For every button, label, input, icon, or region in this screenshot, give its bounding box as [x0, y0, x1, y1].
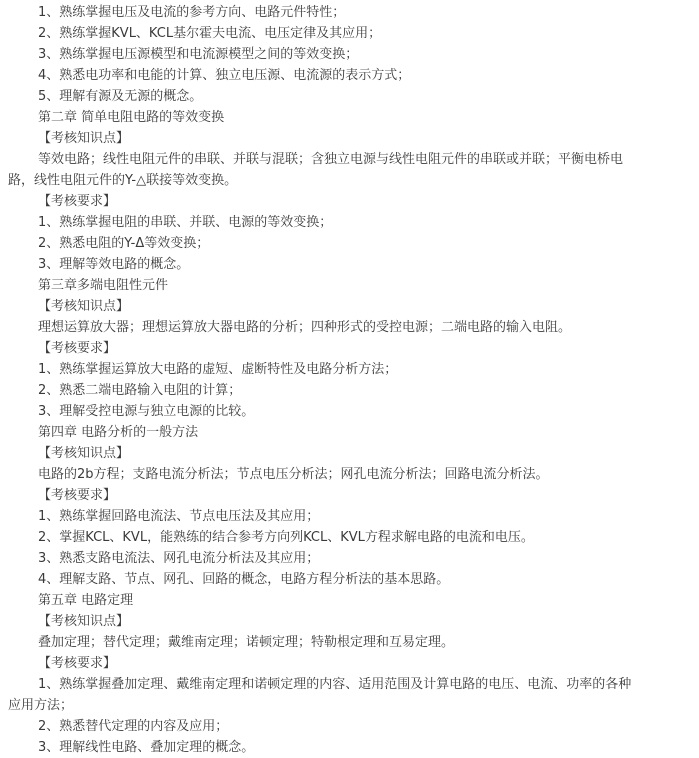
text-line: 理想运算放大器；理想运算放大器电路的分析；四种形式的受控电源；二端电路的输入电阻。: [38, 320, 572, 335]
chapter-heading: 第二章 简单电阻电路的等效变换: [38, 110, 225, 125]
text-line: 3、熟练掌握电压源模型和电流源模型之间的等效变换；: [38, 47, 359, 62]
text-line: 2、掌握KCL、KVL，能熟练的结合参考方向列KCL、KVL方程求解电路的电流和电压。: [38, 530, 534, 545]
text-line: 3、熟悉支路电流法、网孔电流分析法及其应用；: [38, 551, 320, 566]
text-line: 1、熟练掌握电阻的串联、并联、电源的等效变换；: [38, 215, 333, 230]
text-line: 4、熟悉电功率和电能的计算、独立电压源、电流源的表示方式；: [38, 68, 411, 83]
text-line: 路，线性电阻元件的Y-△联接等效变换。: [8, 173, 238, 188]
section-label: 【考核要求】: [38, 341, 117, 356]
section-label: 【考核知识点】: [38, 614, 130, 629]
text-line: 2、熟练掌握KVL、KCL基尔霍夫电流、电压定律及其应用；: [38, 26, 382, 41]
text-line: 1、熟练掌握运算放大电路的虚短、虚断特性及电路分析方法；: [38, 362, 398, 377]
text-line: 2、熟悉替代定理的内容及应用；: [38, 719, 229, 734]
section-label: 【考核知识点】: [38, 299, 130, 314]
section-label: 【考核要求】: [38, 656, 117, 671]
text-line: 叠加定理；替代定理；戴维南定理；诺顿定理；特勒根定理和互易定理。: [38, 635, 455, 650]
text-line: 2、熟悉二端电路输入电阻的计算；: [38, 383, 242, 398]
text-line: 5、理解有源及无源的概念。: [38, 89, 203, 104]
text-line: 1、熟练掌握叠加定理、戴维南定理和诺顿定理的内容、适用范围及计算电路的电压、电流、功率的各种: [38, 677, 632, 692]
section-label: 【考核知识点】: [38, 131, 130, 146]
chapter-heading: 第四章 电路分析的一般方法: [38, 425, 199, 440]
text-line: 3、理解受控电源与独立电源的比较。: [38, 404, 255, 419]
text-line: 3、理解线性电路、叠加定理的概念。: [38, 740, 255, 755]
section-label: 【考核要求】: [38, 194, 117, 209]
text-line: 等效电路；线性电阻元件的串联、并联与混联；含独立电源与线性电阻元件的串联或并联；平衡电桥电: [38, 152, 624, 167]
text-line: 2、熟悉电阻的Y-Δ等效变换；: [38, 236, 210, 251]
chapter-heading: 第五章 电路定理: [38, 593, 134, 608]
section-label: 【考核知识点】: [38, 446, 130, 461]
text-line: 应用方法；: [8, 698, 74, 713]
chapter-heading: 第三章多端电阻性元件: [38, 278, 169, 293]
section-label: 【考核要求】: [38, 488, 117, 503]
text-line: 3、理解等效电路的概念。: [38, 257, 190, 272]
text-line: 1、熟练掌握回路电流法、节点电压法及其应用；: [38, 509, 320, 524]
text-line: 4、理解支路、节点、网孔、回路的概念，电路方程分析法的基本思路。: [38, 572, 450, 587]
text-line: 电路的2b方程；支路电流分析法；节点电压分析法；网孔电流分析法；回路电流分析法。: [38, 467, 549, 482]
text-line: 1、熟练掌握电压及电流的参考方向、电路元件特性；: [38, 5, 346, 20]
